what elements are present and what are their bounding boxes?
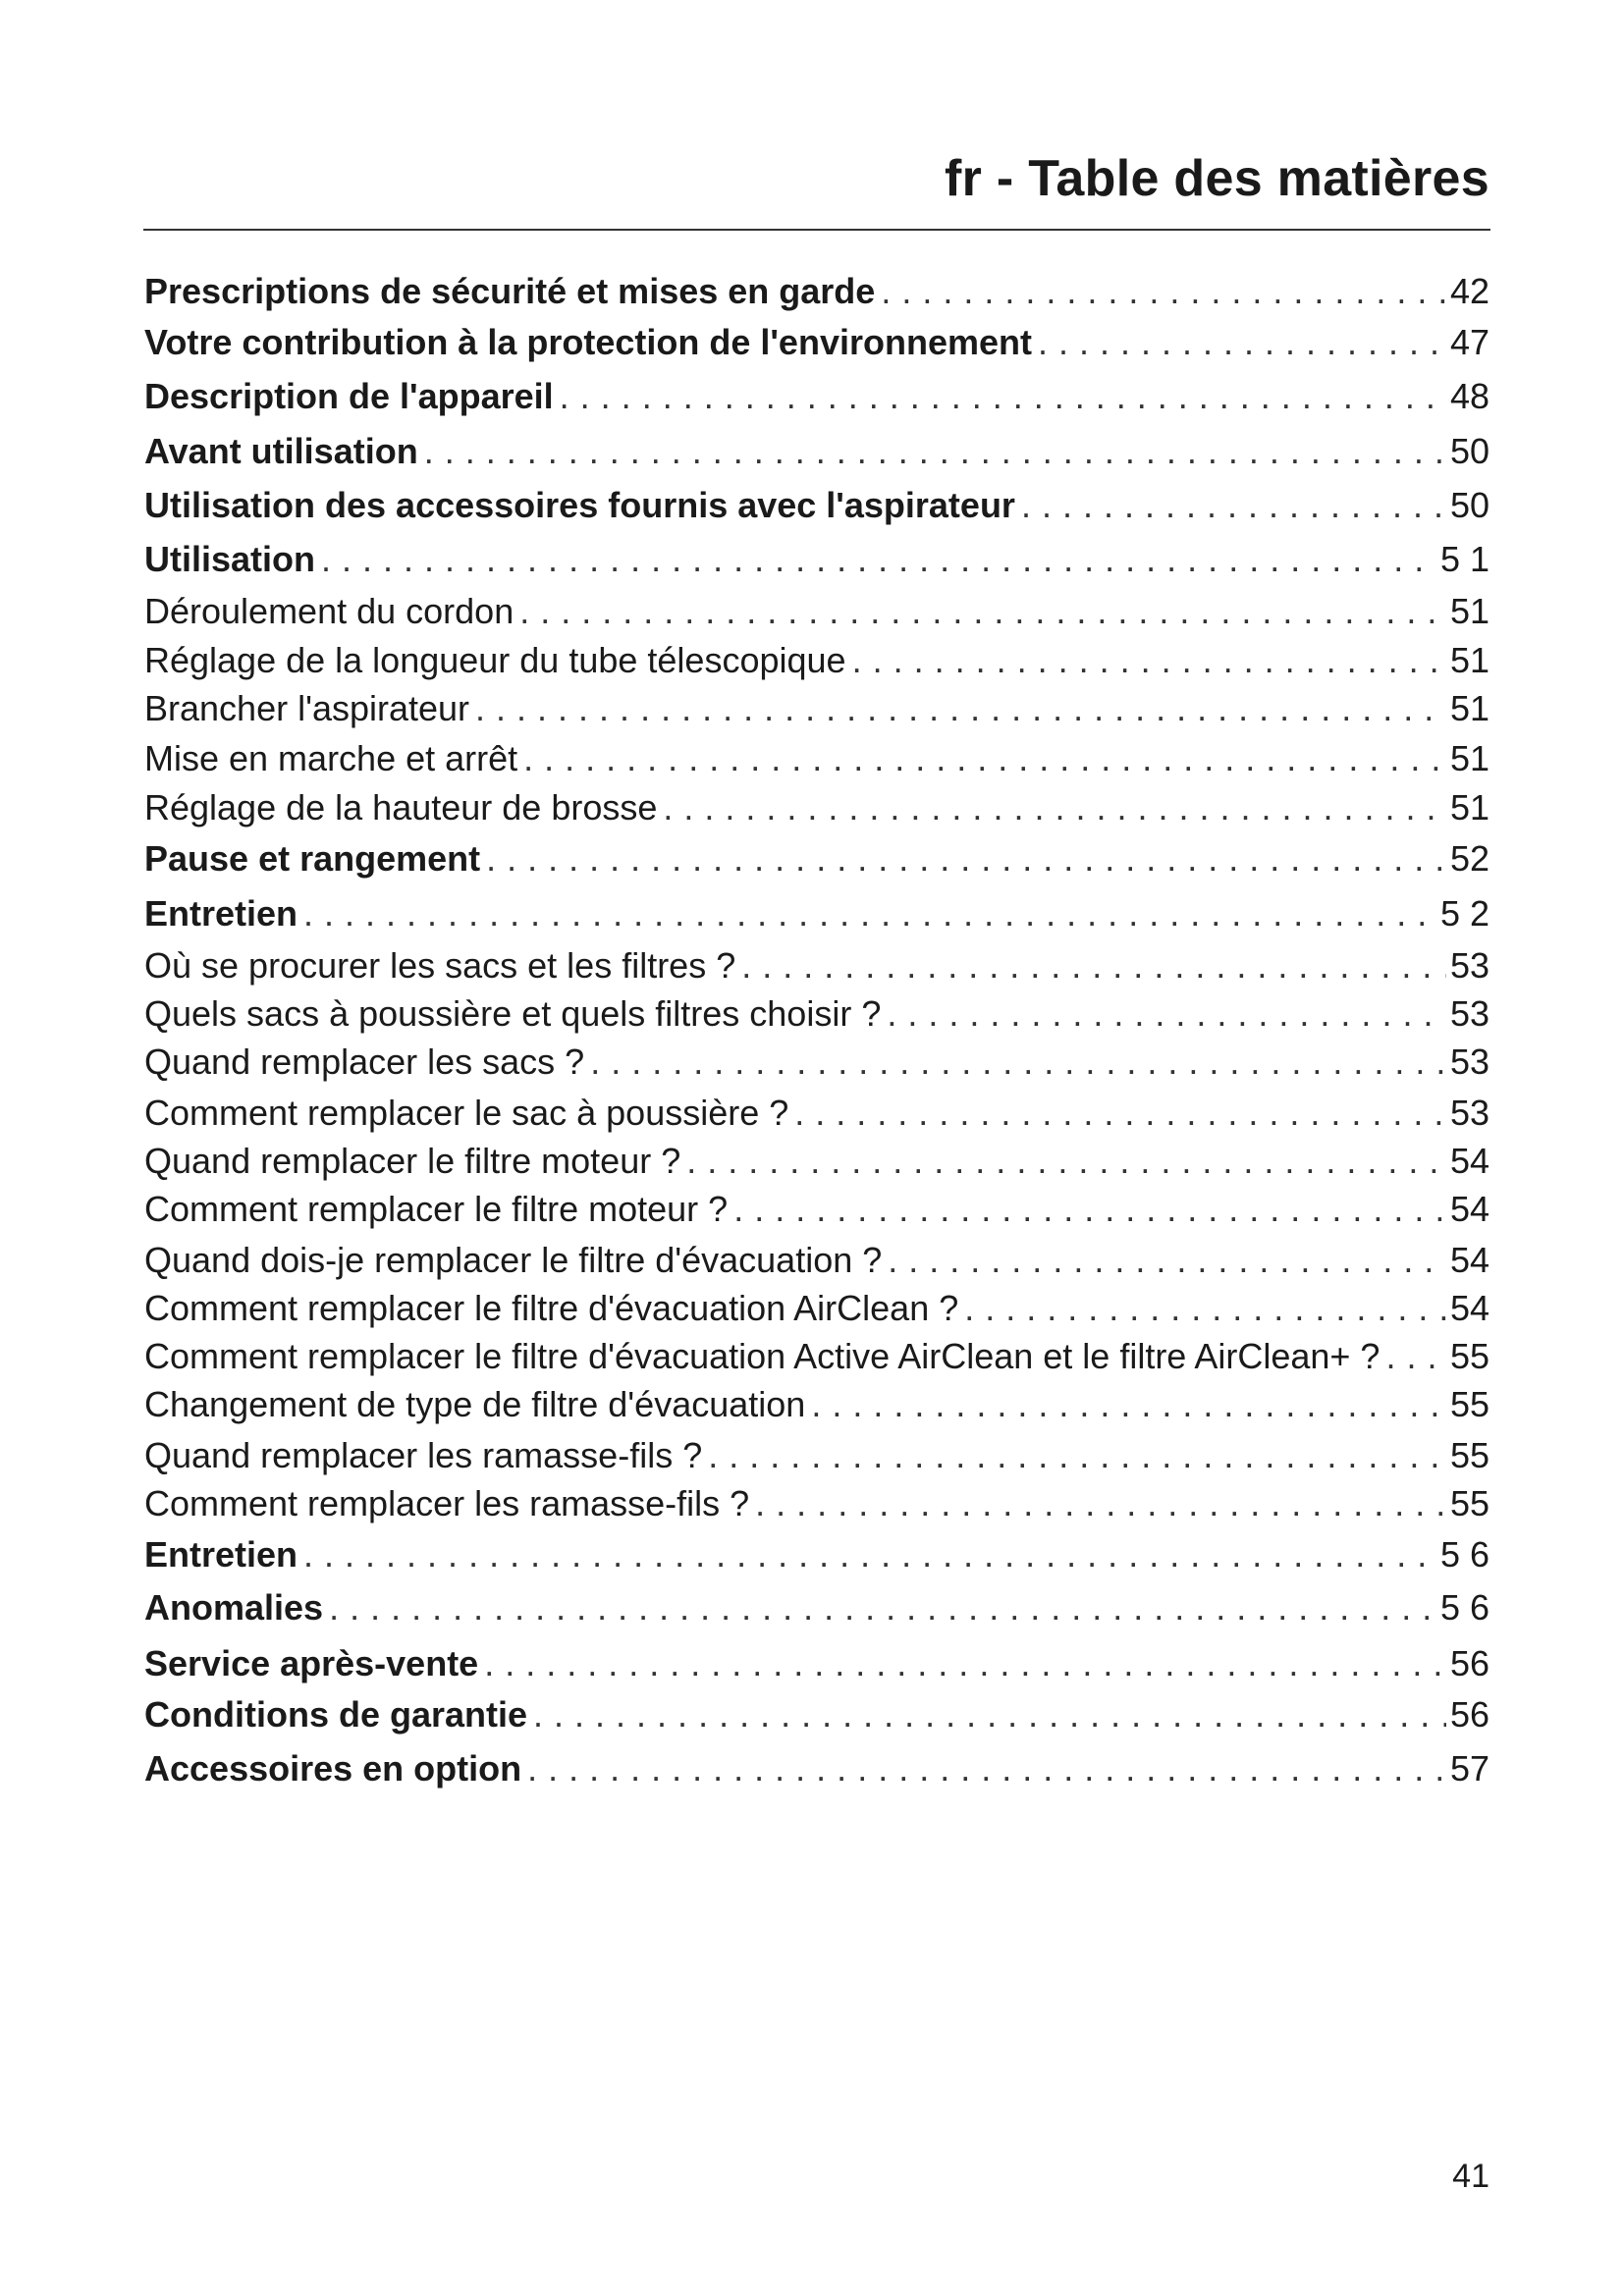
toc-entry-page: 54 (1449, 1141, 1489, 1181)
dot-leader (303, 893, 1436, 934)
toc-entry-title: Quand dois-je remplacer le filtre d'évacuation ? (144, 1240, 883, 1280)
toc-entry-title: Changement de type de filtre d'évacuation (144, 1384, 806, 1424)
toc-entry-page: 54 (1449, 1288, 1489, 1328)
toc-entry-page: 48 (1449, 376, 1489, 416)
toc-entry-title: Quand remplacer les sacs ? (144, 1041, 585, 1082)
toc-entry-title: Réglage de la hauteur de brosse (144, 787, 658, 828)
toc-entry-page: 55 (1449, 1483, 1489, 1523)
dot-leader (887, 993, 1446, 1035)
dot-leader (663, 787, 1446, 828)
dot-leader (523, 738, 1446, 779)
toc-entry-title: Accessoires en option (144, 1748, 522, 1789)
toc-entry-page: 42 (1449, 271, 1489, 311)
toc-entry-title: Comment remplacer les ramasse-fils ? (144, 1483, 750, 1523)
toc-entry[interactable] (144, 591, 1489, 632)
dot-leader (560, 376, 1446, 417)
toc-entry[interactable] (144, 640, 1489, 681)
toc-entry-page: 53 (1449, 1041, 1489, 1082)
toc-entry[interactable] (144, 1384, 1489, 1425)
toc-entry-title: Déroulement du cordon (144, 591, 514, 631)
dot-leader (794, 1093, 1446, 1134)
toc-entry-title: Utilisation des accessoires fournis avec l'aspirateur (144, 485, 1015, 525)
toc-entry-title: Entretien (144, 1534, 298, 1575)
toc-entry-page: 53 (1449, 993, 1489, 1034)
dot-leader (733, 1189, 1446, 1230)
toc-entry-title: Entretien (144, 893, 298, 934)
toc-entry-title: Comment remplacer le filtre d'évacuation AirClean ? (144, 1288, 959, 1328)
toc-entry[interactable] (144, 1534, 1489, 1575)
dot-leader (533, 1694, 1446, 1735)
toc-entry-page: 51 (1449, 738, 1489, 778)
toc-entry[interactable] (144, 1093, 1489, 1134)
toc-entry-title: Quand remplacer les ramasse-fils ? (144, 1435, 703, 1475)
toc-entry-title: Quand remplacer le filtre moteur ? (144, 1141, 681, 1181)
toc-entry-page: 5 6 (1439, 1587, 1489, 1628)
toc-entry[interactable] (144, 893, 1489, 934)
toc-entry[interactable] (144, 271, 1489, 312)
dot-leader (527, 1748, 1446, 1789)
dot-leader (484, 1643, 1446, 1684)
toc-entry[interactable] (144, 1189, 1489, 1230)
dot-leader (686, 1141, 1446, 1182)
dot-leader (811, 1384, 1446, 1425)
toc-entry-page: 57 (1449, 1748, 1489, 1789)
toc-entry[interactable] (144, 787, 1489, 828)
dot-leader (881, 271, 1446, 312)
toc-entry-title: Comment remplacer le filtre d'évacuation Active AirClean et le filtre AirClean+ ? (144, 1336, 1380, 1376)
toc-entry-title: Utilisation (144, 539, 316, 579)
toc-entry[interactable] (144, 1288, 1489, 1329)
toc-entry-page: 52 (1449, 838, 1489, 879)
toc-entry[interactable] (144, 322, 1489, 363)
toc-entry-title: Service après-vente (144, 1643, 479, 1683)
page-title: fr - Table des matières (944, 150, 1489, 207)
toc-entry[interactable] (144, 1435, 1489, 1476)
toc-entry[interactable] (144, 993, 1489, 1035)
toc-entry-page: 50 (1449, 431, 1489, 471)
toc-entry-page: 54 (1449, 1240, 1489, 1280)
dot-leader (888, 1240, 1446, 1281)
toc-entry[interactable] (144, 1694, 1489, 1735)
toc-entry-page: 55 (1449, 1336, 1489, 1376)
toc-entry-title: Anomalies (144, 1587, 324, 1628)
toc-entry[interactable] (144, 539, 1489, 580)
toc-entry[interactable] (144, 1587, 1489, 1629)
toc-entry[interactable] (144, 1141, 1489, 1182)
toc-entry-page: 51 (1449, 688, 1489, 728)
toc-entry-title: Prescriptions de sécurité et mises en garde (144, 271, 876, 311)
toc-entry-title: Conditions de garantie (144, 1694, 528, 1735)
toc-entry-title: Où se procurer les sacs et les filtres ? (144, 945, 736, 986)
toc-entry[interactable] (144, 1240, 1489, 1281)
toc-entry[interactable] (144, 376, 1489, 417)
toc-entry-title: Réglage de la longueur du tube télescopique (144, 640, 846, 680)
dot-leader (1385, 1336, 1446, 1377)
toc-entry-title: Pause et rangement (144, 838, 481, 879)
toc-entry-title: Brancher l'aspirateur (144, 688, 470, 728)
toc-entry[interactable] (144, 945, 1489, 987)
dot-leader (1038, 322, 1446, 363)
dot-leader (486, 838, 1446, 880)
dot-leader (1021, 485, 1446, 526)
toc-entry-page: 51 (1449, 787, 1489, 828)
page-number: 41 (1452, 2158, 1489, 2195)
dot-leader (329, 1587, 1436, 1629)
toc-entry[interactable] (144, 485, 1489, 526)
dot-leader (519, 591, 1446, 632)
dot-leader (741, 945, 1446, 987)
toc-entry[interactable] (144, 1643, 1489, 1684)
toc-entry-title: Votre contribution à la protection de l'environnement (144, 322, 1032, 362)
toc-entry[interactable] (144, 1041, 1489, 1083)
toc-entry-page: 54 (1449, 1189, 1489, 1229)
toc-entry[interactable] (144, 688, 1489, 729)
dot-leader (964, 1288, 1446, 1329)
toc-entry-page: 5 1 (1439, 539, 1489, 579)
toc-entry-title: Quels sacs à poussière et quels filtres choisir ? (144, 993, 882, 1034)
toc-entry[interactable] (144, 1748, 1489, 1789)
toc-entry-page: 47 (1449, 322, 1489, 362)
toc-entry-page: 55 (1449, 1384, 1489, 1424)
dot-leader (303, 1534, 1436, 1575)
dot-leader (321, 539, 1436, 580)
toc-entry-page: 51 (1449, 591, 1489, 631)
toc-entry-page: 5 2 (1439, 893, 1489, 934)
toc-entry-title: Comment remplacer le filtre moteur ? (144, 1189, 729, 1229)
toc-entry[interactable] (144, 838, 1489, 880)
toc-entry[interactable] (144, 431, 1489, 472)
toc-entry[interactable] (144, 738, 1489, 779)
dot-leader (708, 1435, 1446, 1476)
toc-entry-page: 55 (1449, 1435, 1489, 1475)
title-divider (143, 229, 1490, 231)
toc-entry-title: Avant utilisation (144, 431, 418, 471)
toc-entry-title: Comment remplacer le sac à poussière ? (144, 1093, 789, 1133)
toc-entry-page: 53 (1449, 945, 1489, 986)
dot-leader (475, 688, 1446, 729)
toc-entry-page: 56 (1449, 1694, 1489, 1735)
toc-entry-page: 5 6 (1439, 1534, 1489, 1575)
toc-entry-page: 50 (1449, 485, 1489, 525)
toc-entry-page: 53 (1449, 1093, 1489, 1133)
dot-leader (852, 640, 1446, 681)
toc-entry-title: Description de l'appareil (144, 376, 554, 416)
toc-entry[interactable] (144, 1483, 1489, 1524)
toc-entry[interactable] (144, 1336, 1489, 1377)
toc-entry-page: 51 (1449, 640, 1489, 680)
toc-entry-title: Mise en marche et arrêt (144, 738, 518, 778)
dot-leader (590, 1041, 1446, 1083)
dot-leader (424, 431, 1446, 472)
dot-leader (755, 1483, 1446, 1524)
toc-entry-page: 56 (1449, 1643, 1489, 1683)
